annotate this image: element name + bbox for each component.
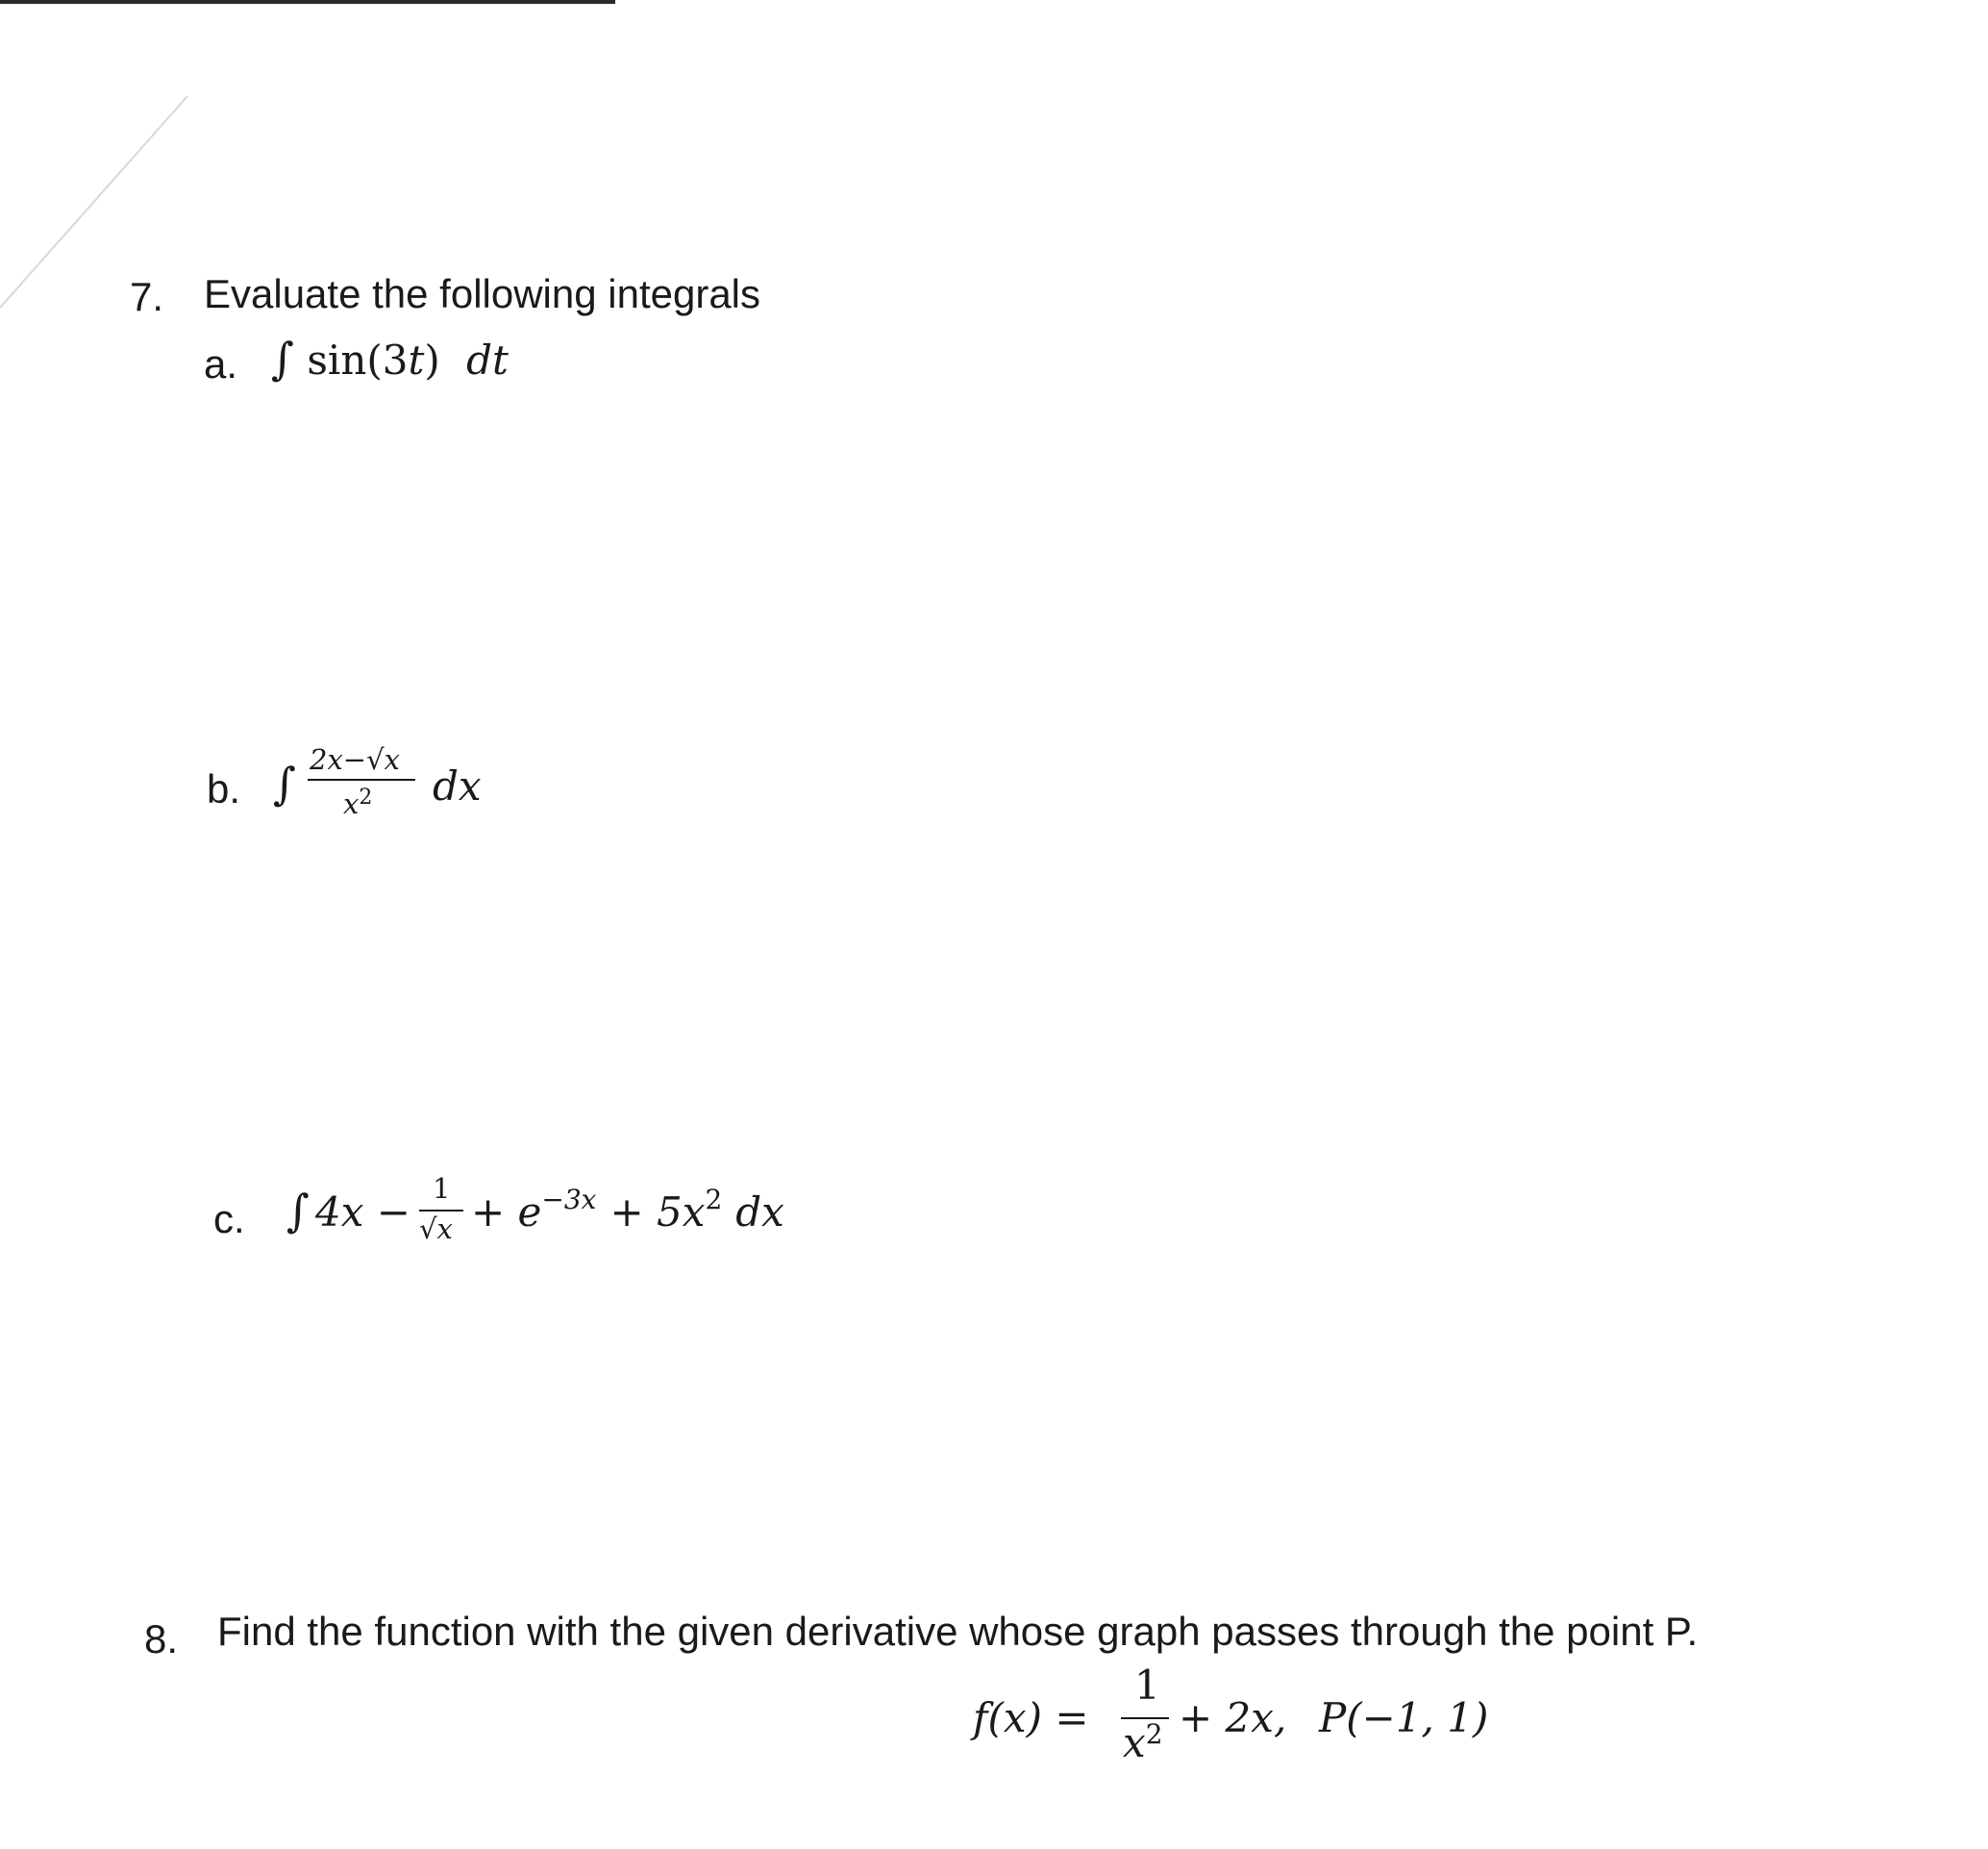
fraction-denominator <box>343 786 373 820</box>
exp-power: −3x <box>541 1184 597 1215</box>
fraction-bar <box>308 779 415 781</box>
part-label: b. <box>207 766 241 812</box>
integral-expression <box>271 333 509 385</box>
fraction-bar <box>419 1210 463 1212</box>
fraction-denominator: √x <box>419 1212 453 1245</box>
term-quadratic: + 5x <box>609 1188 706 1236</box>
denominator-exponent: 2 <box>359 786 373 810</box>
denominator-base: x <box>1123 1719 1146 1766</box>
integral-sign: ∫ <box>273 758 296 810</box>
question-text: Find the function with the given derivative whose graph passes through the point P. <box>217 1609 1699 1654</box>
integral-sign: ∫ <box>271 333 294 385</box>
term-linear: 4x − <box>315 1188 410 1236</box>
differential: dx <box>735 1188 784 1236</box>
integrand-variable: t <box>408 337 425 384</box>
part-label: a. <box>204 341 238 387</box>
function-rest: + 2x, <box>1179 1694 1287 1741</box>
differential: dt <box>466 337 509 384</box>
term-exponential <box>471 1184 784 1236</box>
exp-base: + e <box>471 1188 542 1236</box>
integrand-function: sin(3 <box>307 337 409 384</box>
given-point: P(−1, 1) <box>1319 1694 1489 1741</box>
function-lhs: f(x) = <box>973 1694 1089 1741</box>
part-label: c. <box>213 1196 245 1241</box>
denominator-base: x <box>343 787 360 820</box>
fraction-numerator: 1 <box>1134 1662 1160 1709</box>
question-number: 8. <box>144 1616 179 1662</box>
integrand-close: ) <box>424 337 440 384</box>
fraction-denominator <box>1123 1718 1163 1766</box>
quadratic-power: 2 <box>705 1184 723 1215</box>
fraction-numerator: 1 <box>433 1172 451 1205</box>
page-fold-mark <box>0 0 211 327</box>
differential: dx <box>433 762 482 810</box>
fraction-numerator: 2x−√x <box>310 743 400 776</box>
integral-sign: ∫ <box>286 1185 310 1237</box>
denominator-exponent: 2 <box>1145 1718 1163 1750</box>
question-number: 7. <box>130 274 164 319</box>
question-text: Evaluate the following integrals <box>204 271 761 316</box>
